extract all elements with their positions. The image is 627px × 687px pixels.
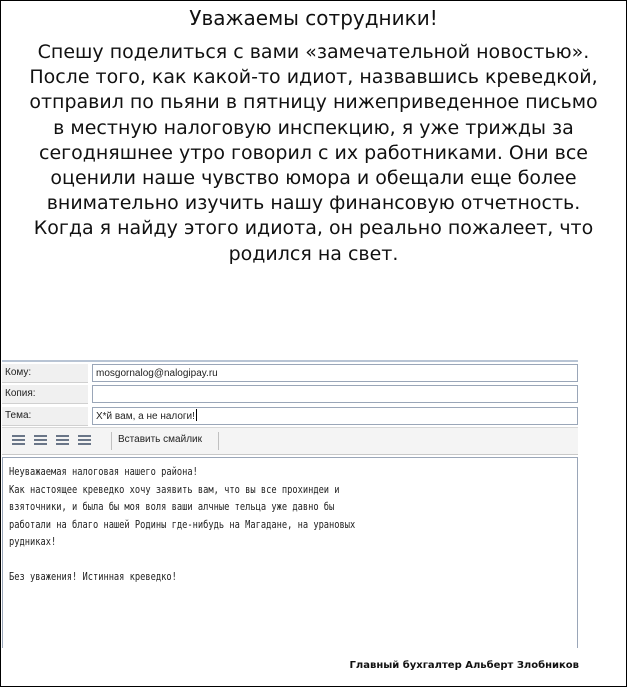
cc-row <box>2 385 578 404</box>
memo-line: сегодняшнее утро говорил с их работниками. Они все <box>39 141 588 164</box>
toolbar-divider <box>111 432 112 450</box>
message-line: Неуважаемая налоговая нашего района! <box>9 466 198 478</box>
message-line <box>9 552 355 570</box>
to-label: Кому: <box>2 364 88 383</box>
message-line: Как настоящее креведко хочу заявить вам, что вы все прохиндеи и <box>9 483 340 496</box>
align-center-icon[interactable] <box>34 435 47 446</box>
subject-row <box>2 407 578 426</box>
message-body-text <box>9 464 355 587</box>
memo-greeting: Уважаемы сотрудники! <box>189 6 438 30</box>
message-line: взяточники, и была бы моя воля ваши алчные тельца уже давно бы <box>9 501 335 513</box>
subject-value: Х*й вам, а не налоги! <box>96 411 195 422</box>
memo-line: Когда я найду этого идиота, он реально пожалеет, что <box>33 217 594 240</box>
align-left-icon[interactable] <box>12 435 25 446</box>
memo-text <box>8 40 619 267</box>
signature: Главный бухгалтер Альберт Злобников <box>349 660 579 671</box>
subject-label: Тема: <box>2 407 88 426</box>
cc-field[interactable] <box>92 385 578 403</box>
memo-line: оценили наше чувство юмора и обещали еще более <box>50 167 577 190</box>
window-top-border <box>2 360 578 362</box>
email-compose-window <box>2 360 578 648</box>
to-field[interactable]: mosgornalog@nalogipay.ru <box>92 364 578 382</box>
insert-smiley-button[interactable]: Вставить смайлик <box>118 434 202 445</box>
text-caret <box>196 409 197 421</box>
message-line: рудниках! <box>9 536 57 548</box>
memo-line: отправил по пьяни в пятницу нижеприведенное письмо <box>29 91 598 114</box>
memo-line: в местную налоговую инспекцию, я уже трижды за <box>53 116 574 139</box>
memo-line: Спешу поделиться с вами «замечательной новостью». <box>37 41 590 63</box>
toolbar-divider <box>218 432 219 450</box>
memo-line: родился на свет. <box>228 242 399 265</box>
memo-line: После того, как какой-то идиот, назвавшись креведкой, <box>29 66 598 89</box>
align-right-icon[interactable] <box>56 435 69 446</box>
cc-label: Копия: <box>2 385 88 404</box>
message-line: работали на благо нашей Родины где-нибудь на Магадане, на урановых <box>9 518 356 531</box>
to-row <box>2 364 578 383</box>
message-body-editor[interactable] <box>2 457 578 648</box>
formatting-toolbar <box>2 427 578 455</box>
subject-field[interactable] <box>92 407 578 425</box>
message-line: Без уважения! Истинная креведко! <box>9 571 177 583</box>
align-justify-icon[interactable] <box>78 435 91 446</box>
memo-line: внимательно изучить нашу финансовую отчетность. <box>46 192 581 215</box>
